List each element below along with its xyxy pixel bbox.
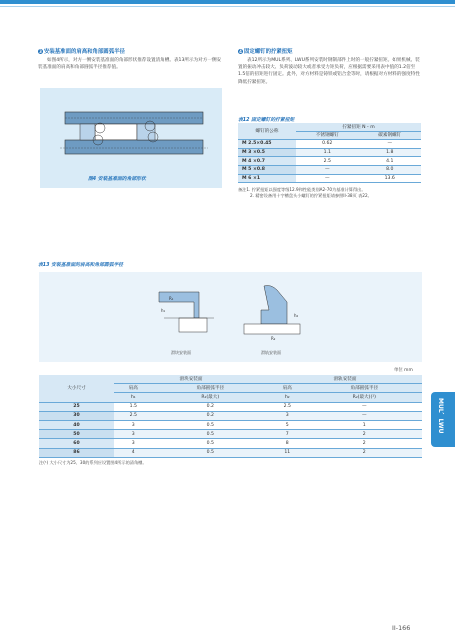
table13-header-h2: 肩高 xyxy=(268,384,307,393)
table13-header-h1: 肩高 xyxy=(114,384,153,393)
table12-header-torque: 拧紧扭矩 N・m xyxy=(296,123,421,131)
table-13 xyxy=(39,375,422,458)
table13-header-r2: 角部圆弧半径 xyxy=(307,384,422,393)
table13-symbol-r2: R₂(最大)(¹) xyxy=(307,393,422,402)
diagram-label-block: 滑块安装面 xyxy=(171,350,191,355)
table12-note-2: 2. 精密设备用十字槽盘头小螺钉的拧紧扭矩请参照II-38页 表22。 xyxy=(250,193,372,198)
table13-header-size: 大小尺寸 xyxy=(39,375,114,402)
table-row: 30 2.5 0.2 3 — xyxy=(39,411,422,420)
right-section-heading: 4 固定螺钉的拧紧扭矩 xyxy=(239,49,293,55)
svg-text:h₁: h₁ xyxy=(161,308,166,313)
table13-header-r1: 角部圆弧半径 xyxy=(153,384,268,393)
table13-header-rail: 滑轨安装面 xyxy=(268,375,422,384)
table13-diagram-area xyxy=(39,272,422,362)
right-section-paragraph: 表12所示为MUL系列、LWU系列安装时钢制部件上时的一般拧紧扭矩。如果机械、装置的振动冲击较大、负荷波动较大或者承受力矩负荷，应根据需要采用表中值的1.2倍至1.5倍的扭矩进行固定。此外，对方材料是铸铁或铝合金等时，请根据对方材料的强度特性降低拧紧扭矩。 xyxy=(238,58,420,85)
svg-text:R₂: R₂ xyxy=(271,336,276,341)
section-side-tab: MUL、LWU xyxy=(431,392,455,447)
table-row: 86 4 0.5 11 2 xyxy=(39,448,422,457)
table-row: 50 3 0.5 7 2 xyxy=(39,430,422,439)
table13-unit: 单位 mm xyxy=(394,368,413,373)
top-accent-bar xyxy=(0,0,455,4)
table12-header-alloy: 碳素钢螺钉 xyxy=(359,131,422,140)
table-row: 60 3 0.5 8 2 xyxy=(39,439,422,448)
table13-symbol-h2: h₂ xyxy=(268,393,307,402)
table13-symbol-r1: R₁(最大) xyxy=(153,393,268,402)
table12-note-1: 备注1. 拧紧扭矩以强度等级12.9和性能类别A2-70为基准计算得出。 xyxy=(238,187,366,192)
svg-text:R₁: R₁ xyxy=(169,296,174,301)
svg-text:h₂: h₂ xyxy=(294,313,299,318)
diagram-label-rail: 滑轨安装面 xyxy=(261,350,281,355)
table12-caption: 表12 固定螺钉的拧紧扭矩 xyxy=(238,118,295,123)
left-section-heading: 3 安装基准面的肩高和角部圆弧半径 xyxy=(39,49,125,55)
table-row: 40 3 0.5 5 1 xyxy=(39,420,422,429)
shoulder-height-diagram xyxy=(39,272,422,362)
table-row: M 3 ×0.5 1.1 1.8 xyxy=(238,148,421,157)
page-number: II-166 xyxy=(392,624,411,632)
figure-4 xyxy=(40,88,222,188)
table12-header-size: 螺钉的公称 xyxy=(238,123,296,140)
table13-header-block: 滑块安装面 xyxy=(114,375,268,384)
left-section-paragraph: 如图4所示，对方一侧安装基准面的角部形状推荐设置清角槽。表13所示为对方一侧安装基准面的肩高和角部圆弧半径推荐值。 xyxy=(38,58,222,71)
heading-number-badge: 4 xyxy=(239,49,242,54)
table-row: 25 1.5 0.2 2.5 — xyxy=(39,402,422,411)
figure-4-caption: 图4 安装基准面的角部形状 xyxy=(88,177,146,182)
table-row: M 2.5×0.45 0.62 — xyxy=(238,140,421,149)
table-row: M 6 ×1 — 13.6 xyxy=(238,174,421,183)
top-accent-line xyxy=(0,6,455,7)
table-row: M 4 ×0.7 2.5 4.1 xyxy=(238,157,421,166)
table13-caption: 表13 安装基准面的肩高和角部圆弧半径 xyxy=(38,263,124,268)
table-row: M 5 ×0.8 — 8.0 xyxy=(238,165,421,174)
table12-header-carbon: 不锈钢螺钉 xyxy=(296,131,359,140)
corner-shape-diagram xyxy=(40,88,222,188)
heading-number-badge: 3 xyxy=(39,49,42,54)
table13-note: 注(¹) 大小尺寸为25、30的系列应设置图4所示的清角槽。 xyxy=(39,460,147,465)
table-12 xyxy=(238,123,421,183)
table13-symbol-h1: h₁ xyxy=(114,393,153,402)
